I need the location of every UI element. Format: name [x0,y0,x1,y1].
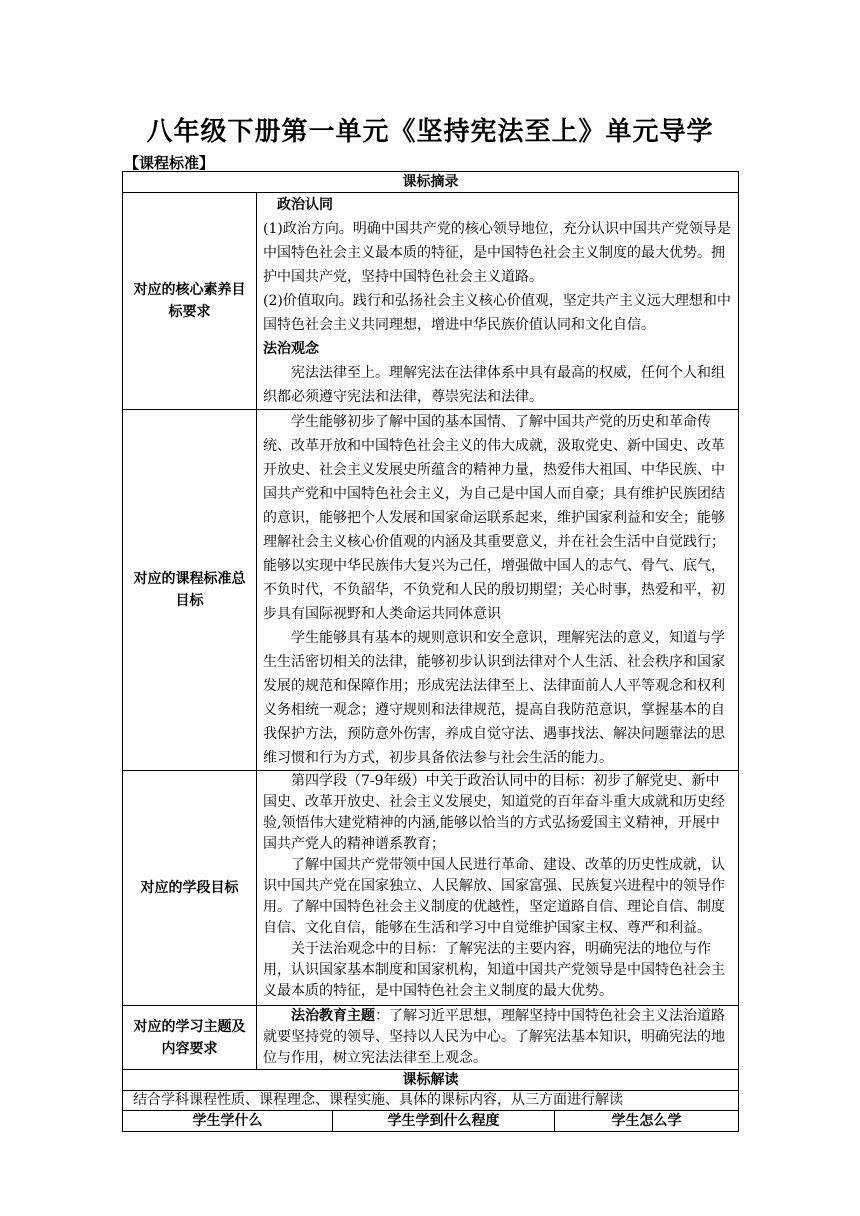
paragraph: 了解中国共产党带领中国人民进行革命、建设、改革的历史性成就，认识中国共产党在国家独立、人民解放、国家富强、民族复兴进程中的领导作用。了解中国特色社会主义制度的优越性，坚定道路自信、理论自信、制度自信、文化自信，能够在生活和学习中自觉维护国家主权、尊严和利益。 [263,857,725,936]
paragraph: (2)价值取向。践行和弘扬社会主义核心价值观，坚定共产主义远大理想和中国特色社会主义共同理想，增进中华民族价值认同和文化自信。 [263,293,731,333]
header-interpretation: 课标解读 [123,1070,739,1091]
row-content-learning-theme [257,1006,739,1070]
subheading-rule-of-law: 法治观念 [263,341,319,357]
curriculum-table [122,171,739,1132]
column-header-degree: 学生学到什么程度 [333,1111,555,1132]
header-excerpt: 课标摘录 [123,172,739,193]
column-header-what: 学生学什么 [123,1111,333,1132]
table-row [123,193,739,410]
row-label-learning-theme: 对应的学习主题及内容要求 [123,1006,257,1070]
section-label: 【课程标准】 [124,154,215,172]
subheading-political-identity: 政治认同 [277,197,333,213]
table-row [123,1091,739,1111]
theme-text: ：了解习近平思想，理解坚持中国特色社会主义法治道路就要坚持党的领导、坚持以人民为中心。了解宪法基本知识，明确宪法的地位与作用，树立宪法法律至上观念。 [263,1008,725,1066]
column-header-how: 学生怎么学 [555,1111,739,1132]
table-row [123,1006,739,1070]
row-label-stage-goal: 对应的学段目标 [123,771,257,1006]
row-content-general-goal [257,410,739,771]
paragraph: 学生能够具有基本的规则意识和安全意识，理解宪法的意义，知道与学生生活密切相关的法律，能够初步认识到法律对个人生活、社会秩序和国家发展的规范和保障作用；形成宪法法律至上、法律面前人人平等观念和权利义务相统一观念；遵守规则和法律规范，提高自我防范意识，掌握基本的自我保护方法，预防意外伤害，养成自觉守法、遇事找法、解决问题靠法的思维习惯和行为方式，初步具备依法参与社会生活的能力。 [263,630,725,766]
table-header-row [123,1070,739,1091]
row-label-general-goal: 对应的课程标准总目标 [123,410,257,771]
table-header-row [123,172,739,193]
paragraph [263,1006,732,1069]
page-title: 八年级下册第一单元《坚持宪法至上》单元导学 [146,117,714,147]
table-row [123,410,739,771]
table-column-header-row [123,1111,739,1132]
paragraph: (1)政治方向。明确中国共产党的核心领导地位，充分认识中国共产党领导是中国特色社会主义最本质的特征，是中国特色社会主义制度的最大优势。拥护中国共产党，坚持中国特色社会主义道路。 [263,221,731,285]
paragraph: 第四学段（7-9年级）中关于政治认同中的目标：初步了解党史、新中国史、改革开放史、社会主义发展史，知道党的百年奋斗重大成就和历史经验,领悟伟大建党精神的内涵,能够以恰当的方式弘扬爱国主义精神，开展中国共产党人的精神谱系教育； [263,773,725,852]
paragraph: 学生能够初步了解中国的基本国情、了解中国共产党的历史和革命传统、改革开放和中国特色社会主义的伟大成就，汲取党史、新中国史、改革开放史、社会主义发展史所蕴含的精神力量，热爱伟大祖国、中华民族、中国共产党和中国特色社会主义，为自己是中国人而自豪；具有维护民族团结的意识，能够把个人发展和国家命运联系起来，维护国家利益和安全；能够理解社会主义核心价值观的内涵及其重要意义，并在社会生活中自觉践行；能够以实现中华民族伟大复兴为己任，增强做中国人的志气、骨气、底气，不负时代，不负韶华，不负党和人民的殷切期望；关心时事，热爱和平，初步具有国际视野和人类命运共同体意识 [263,414,725,622]
theme-lead: 法治教育主题 [291,1008,375,1024]
paragraph: 关于法治观念中的目标：了解宪法的主要内容，明确宪法的地位与作用，认识国家基本制度和国家机构，知道中国共产党领导是中国特色社会主义最本质的特征，是中国特色社会主义制度的最大优势。 [263,941,725,999]
row-content-core-literacy [257,193,739,410]
row-content-stage-goal [257,771,739,1006]
interpretation-text: 结合学科课程性质、课程理念、课程实施、具体的课标内容，从三方面进行解读 [123,1091,739,1111]
row-label-core-literacy: 对应的核心素养目标要求 [123,193,257,410]
paragraph: 宪法法律至上。理解宪法在法律体系中具有最高的权威，任何个人和组织都必须遵守宪法和法律，尊崇宪法和法律。 [263,365,725,405]
table-row [123,771,739,1006]
